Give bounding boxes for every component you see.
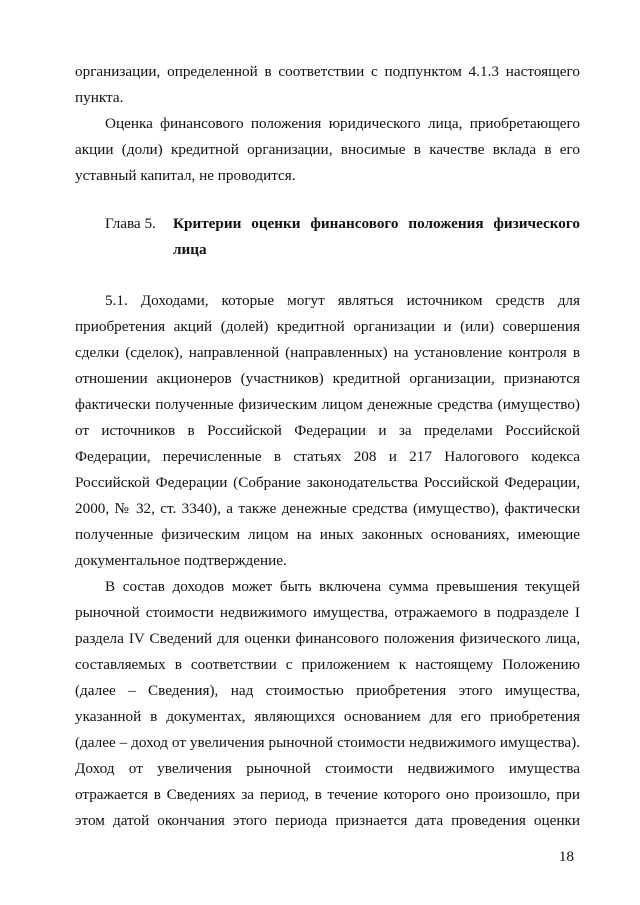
chapter-title: Критерии оценки финансового положения физического лица [173, 215, 580, 258]
paragraph-continuation-line: организации, определенной в соответствии с подпунктом 4.1.3 настоящего [75, 63, 580, 80]
paragraph-legal-entity-evaluation: Оценка финансового положения юридического лица, приобретающего акции (доли) кредитной организации, вносимые в качестве вклада в его уставный капитал, не проводится. [75, 115, 580, 184]
paragraph-continuation-end: пункта. [75, 89, 124, 106]
page-number: 18 [558, 848, 574, 865]
paragraph-income-composition: В состав доходов может быть включена сумма превышения текущей рыночной стоимости недвижимого имущества, отражаемого в подразделе I раздела IV Сведений для оценки финансового положения физического лица, составляемых в соответствии с приложением к настоящему Положению (далее – Сведения), над стоимостью приобретения этого имущества, указанной в документах, являющихся основанием для его приобретения (далее – доход от увеличения рыночной стоимости недвижимого имущества). Доход от увеличения рыночной стоимости недвижимого имущества отражается в Сведениях за период, в течение которого оно произошло, при этом датой окончания этого периода признается дата проведения оценки [75, 578, 580, 829]
chapter-label: Глава 5. [105, 215, 156, 232]
paragraph-5-1: 5.1. Доходами, которые могут являться источником средств для приобретения акций (долей) кредитной организации и (или) совершения сделки (сделок), направленной (направленных) на установление контроля в отношении акционеров (участников) кредитной организации, признаются фактически полученные физическим лицом денежные средства (имущество) от источников в Российской Федерации и за пределами Российской Федерации, перечисленные в статьях 208 и 217 Налогового кодекса Российской Федерации (Собрание законодательства Российской Федерации, 2000, № 32, ст. 3340), а также денежные средства (имущество), фактически полученные физическим лицом на иных законных основаниях, имеющие документальное подтверждение. [75, 292, 580, 569]
